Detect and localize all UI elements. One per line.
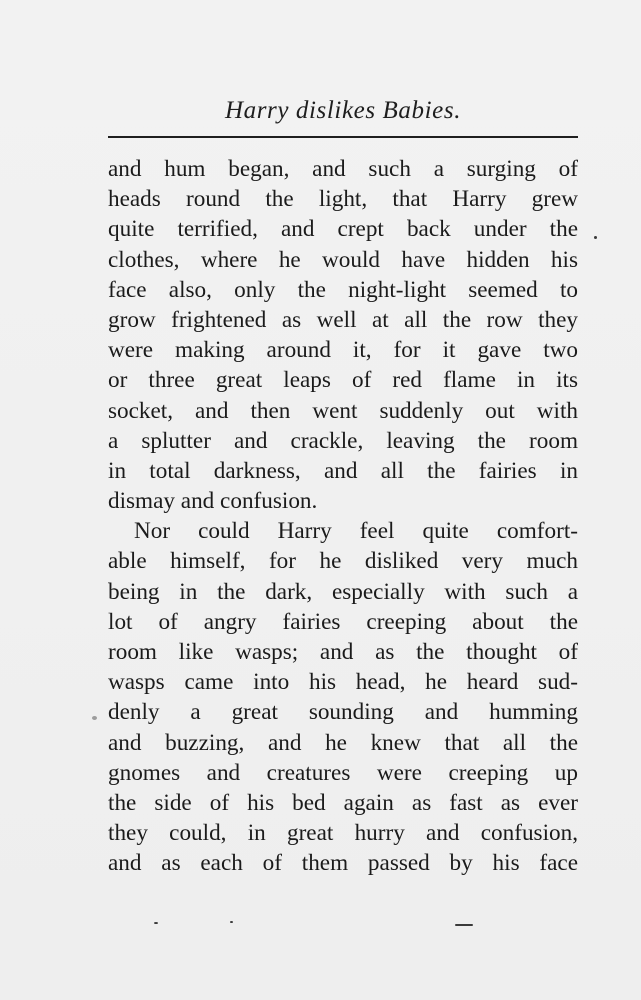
text-line: and hum began, and such a surging of	[108, 156, 578, 182]
paragraph-2	[108, 516, 578, 878]
text-line: they could, in great hurry and confusion,	[108, 820, 578, 847]
text-line: denly a great sounding and humming	[108, 699, 578, 726]
text-line: clothes, where he would have hidden his	[108, 246, 578, 273]
text-line: gnomes and creatures were creeping up	[108, 759, 578, 786]
text-line: face also, only the night-light seemed to	[108, 276, 578, 303]
text-line: being in the dark, especially with such a	[108, 578, 578, 605]
text-line: the side of his bed again as fast as ever	[108, 789, 578, 816]
header-rule	[108, 136, 578, 138]
text-line: able himself, for he disliked very much	[108, 548, 578, 575]
body-text	[108, 154, 578, 879]
text-line: wasps came into his head, he heard sud-	[108, 669, 578, 696]
print-speck	[154, 922, 158, 924]
text-line: and buzzing, and he knew that all the	[108, 729, 578, 756]
text-line: or three great leaps of red flame in its	[108, 367, 578, 394]
print-speck	[455, 924, 473, 926]
text-line: socket, and then went suddenly out with	[108, 397, 578, 424]
print-speck	[594, 236, 597, 239]
text-line: heads round the light, that Harry grew	[108, 186, 578, 213]
text-line: a splutter and crackle, leaving the room	[108, 427, 578, 454]
paragraph-1	[108, 154, 578, 516]
running-head: Harry dislikes Babies.	[224, 97, 462, 124]
text-line: room like wasps; and as the thought of	[108, 639, 578, 665]
text-line: quite terrified, and crept back under the	[108, 216, 578, 243]
text-line: and as each of them passed by his face	[108, 850, 578, 877]
print-speck	[92, 716, 97, 720]
print-speck	[230, 921, 233, 923]
text-line: lot of angry fairies creeping about the	[108, 608, 578, 635]
text-line: were making around it, for it gave two	[108, 337, 578, 364]
text-line: grow frightened as well at all the row they	[108, 306, 578, 333]
text-line: in total darkness, and all the fairies in	[108, 457, 578, 484]
text-line: dismay and confusion.	[108, 488, 318, 515]
text-line: Nor could Harry feel quite comfort-	[134, 518, 578, 545]
